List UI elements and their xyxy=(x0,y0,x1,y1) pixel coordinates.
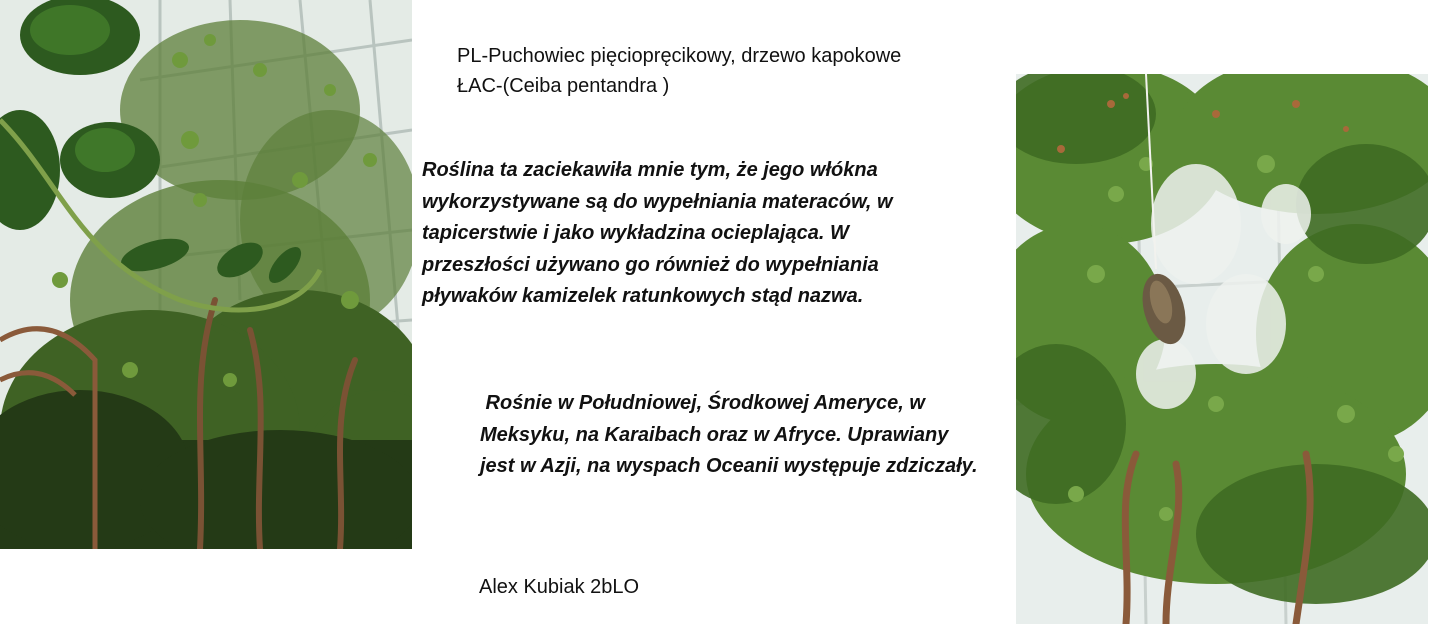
paragraph-line: Roślina ta zaciekawiła mnie tym, że jego włókna xyxy=(422,159,878,181)
habitat-paragraph xyxy=(480,388,978,483)
kapok-tree-image xyxy=(1016,74,1428,624)
paragraph-line: jest w Azji, na wyspach Oceanii występuje zdziczały. xyxy=(480,455,978,477)
plant-title xyxy=(457,41,901,101)
paragraph-line: Rośnie w Południowej, Środkowej Ameryce, w xyxy=(480,392,925,414)
greenhouse-plants-image xyxy=(0,0,412,549)
greenhouse-photo-left xyxy=(0,0,412,549)
paragraph-line: przeszłości używano go również do wypełniania xyxy=(422,253,879,276)
polish-name: PL-Puchowiec pięciopręcikowy, drzewo kapokowe xyxy=(457,45,902,67)
paragraph-line: wykorzystywane są do wypełniania materaców, w xyxy=(422,190,893,213)
paragraph-line: Meksyku, na Karaibach oraz w Afryce. Uprawiany xyxy=(480,423,949,446)
author-signature: Alex Kubiak 2bLO xyxy=(479,576,640,598)
latin-name: ŁAC-(Ceiba pentandra ) xyxy=(457,75,670,97)
kapok-tree-photo-right xyxy=(1016,74,1428,624)
interest-paragraph xyxy=(422,155,893,313)
paragraph-line: tapicerstwie i jako wykładzina ocieplająca. W xyxy=(422,222,849,244)
paragraph-line: pływaków kamizelek ratunkowych stąd nazwa. xyxy=(422,285,864,307)
